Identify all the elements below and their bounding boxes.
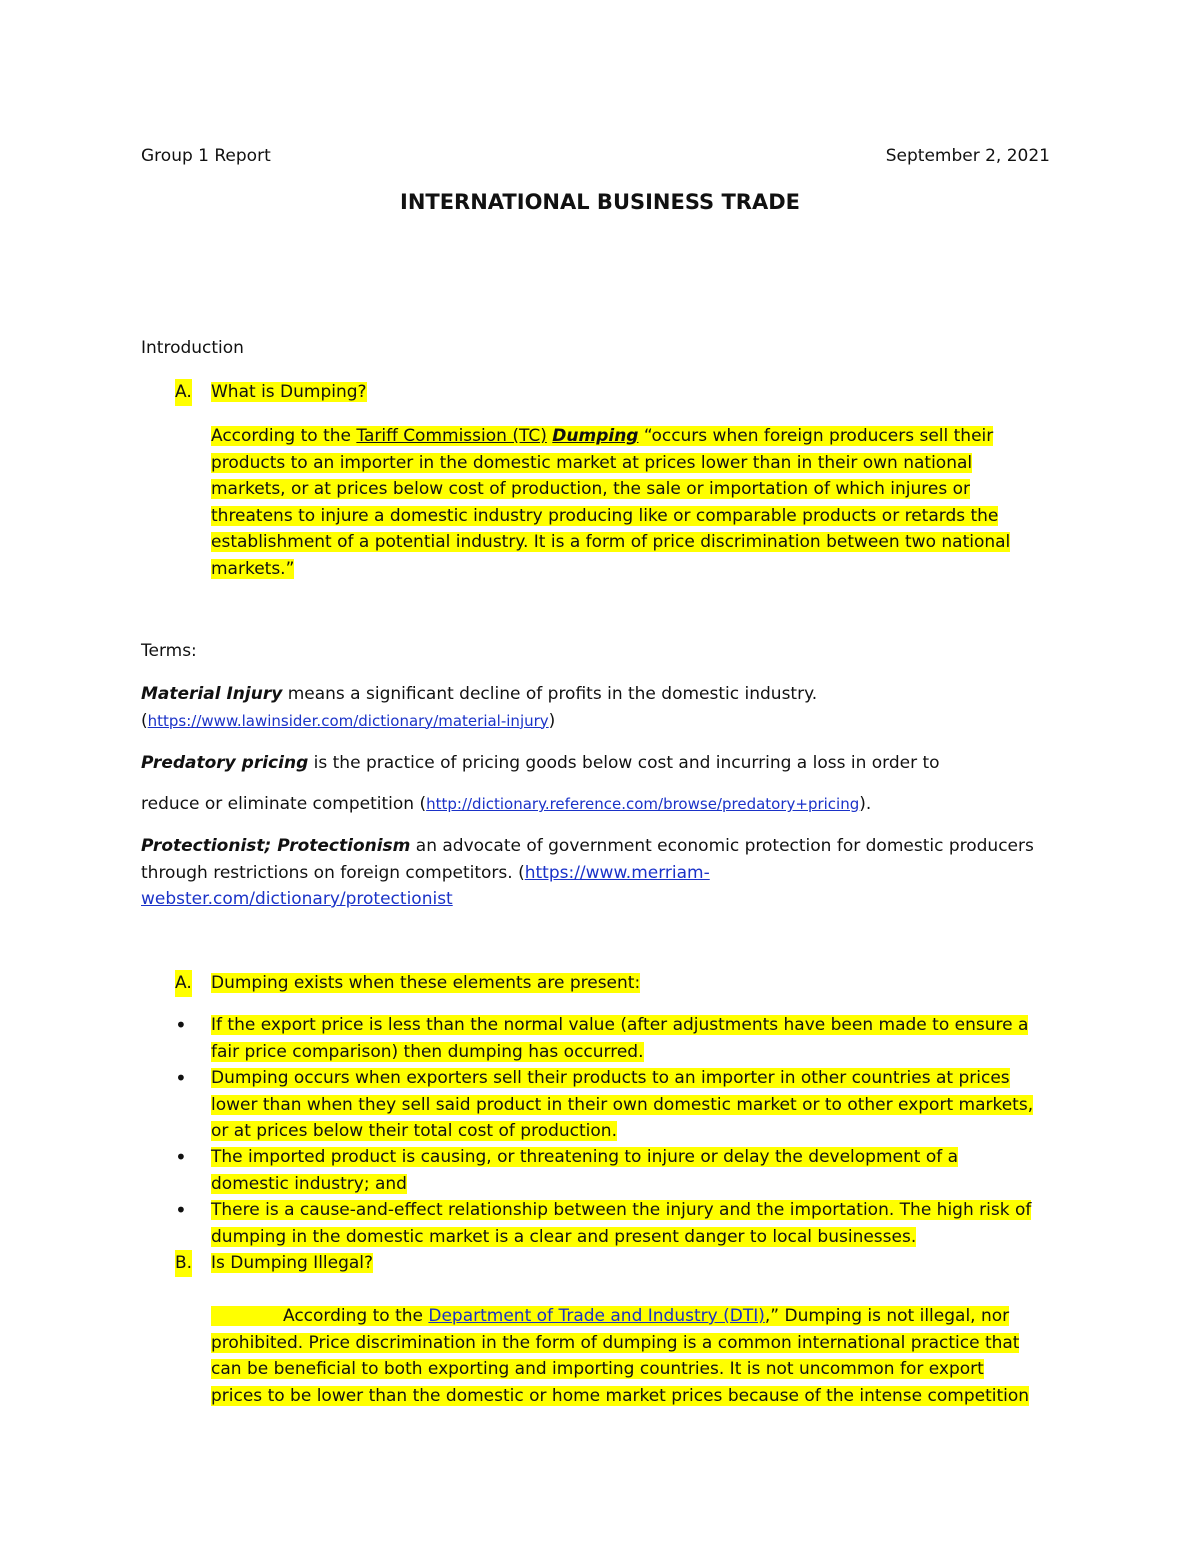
term-material-injury <box>141 681 817 734</box>
term-predatory-pricing-cont <box>141 791 871 818</box>
report-group-label: Group 1 Report <box>141 146 271 166</box>
merriam-webster-link[interactable]: https://www.merriam- <box>524 862 710 883</box>
protectionist-term: Protectionist; Protectionism <box>141 836 411 856</box>
bullet-icon: • <box>175 1013 187 1037</box>
list-item <box>211 1144 958 1197</box>
bullet-icon: • <box>175 1198 187 1222</box>
elements-marker: A. <box>175 970 192 997</box>
definition-line-3: markets, or at prices below cost of production, the sale or importation of which injures or <box>211 479 970 499</box>
section-b-label: Is Dumping Illegal? <box>211 1253 374 1273</box>
material-injury-term: Material Injury <box>141 684 283 704</box>
dumping-definition <box>211 423 1010 582</box>
dictionary-reference-link[interactable]: http://dictionary.reference.com/browse/predatory+pricing <box>426 795 860 813</box>
definition-line-6: markets.” <box>211 558 295 579</box>
list-item <box>211 1065 1033 1145</box>
paren-open: ( <box>141 710 148 731</box>
definition-line-4: threatens to injure a domestic industry producing like or comparable products or retards the <box>211 505 999 526</box>
list-item-line: If the export price is less than the normal value (after adjustments have been made to ensure a <box>211 1015 1029 1035</box>
list-item-line: or at prices below their total cost of production. <box>211 1121 617 1141</box>
definition-line-2: products to an importer in the domestic market at prices lower than in their own national <box>211 452 973 473</box>
merriam-webster-link-cont[interactable]: webster.com/dictionary/protectionist <box>141 889 453 909</box>
section-a-heading <box>211 379 367 406</box>
tariff-commission-link[interactable]: Tariff Commission (TC) <box>356 426 547 446</box>
bullet-icon: • <box>175 1066 187 1090</box>
predatory-line-2: reduce or eliminate competition ( <box>141 794 427 814</box>
elements-label: Dumping exists when these elements are present: <box>211 973 641 993</box>
dti-pre: According to the <box>283 1306 429 1326</box>
section-b-heading <box>211 1250 373 1277</box>
lawinsider-link[interactable]: https://www.lawinsider.com/dictionary/material-injury <box>147 711 549 730</box>
terms-heading: Terms: <box>141 641 197 661</box>
list-item <box>211 1012 1028 1065</box>
section-a-label: What is Dumping? <box>211 382 367 402</box>
dti-paragraph <box>211 1303 1029 1409</box>
list-item-line: fair price comparison) then dumping has occurred. <box>211 1041 644 1062</box>
definition-line-1: “occurs when foreign producers sell their <box>638 426 994 446</box>
bullet-icon: • <box>175 1145 187 1169</box>
predatory-line-2-end: ). <box>859 794 872 814</box>
list-item <box>211 1197 1031 1250</box>
paren-close: ) <box>548 710 556 731</box>
protectionist-line-2: through restrictions on foreign competitors. ( <box>141 862 525 883</box>
list-item-line: Dumping occurs when exporters sell their products to an importer in other countries at prices <box>211 1068 1010 1088</box>
definition-pre: According to the <box>211 426 357 446</box>
dti-line-1: ,” Dumping is not illegal, nor <box>764 1306 1010 1326</box>
term-predatory-pricing <box>141 750 940 777</box>
elements-heading <box>211 970 640 997</box>
report-date: September 2, 2021 <box>885 146 1050 166</box>
list-item-line: There is a cause-and-effect relationship between the injury and the importation. The high risk of <box>211 1200 1032 1220</box>
predatory-pricing-term: Predatory pricing <box>141 753 309 773</box>
dti-line-2: prohibited. Price discrimination in the form of dumping is a common international practice that <box>211 1332 1020 1353</box>
dumping-term: Dumping <box>552 426 639 446</box>
section-b-marker: B. <box>175 1250 192 1277</box>
list-item-line: dumping in the domestic market is a clear and present danger to local businesses. <box>211 1226 917 1247</box>
intro-heading: Introduction <box>141 338 244 358</box>
protectionist-text: an advocate of government economic protection for domestic producers <box>410 836 1034 856</box>
dti-line-4: prices to be lower than the domestic or home market prices because of the intense competition <box>211 1385 1030 1406</box>
dti-link[interactable]: Department of Trade and Industry (DTI) <box>428 1306 765 1326</box>
section-a-marker: A. <box>175 379 192 406</box>
material-injury-text: means a significant decline of profits in the domestic industry. <box>282 684 818 704</box>
page-title: INTERNATIONAL BUSINESS TRADE <box>400 190 800 214</box>
list-item-line: The imported product is causing, or threatening to injure or delay the development of a <box>211 1147 959 1167</box>
list-item-line: domestic industry; and <box>211 1173 407 1194</box>
list-item-line: lower than when they sell said product in their own domestic market or to other export markets, <box>211 1094 1034 1115</box>
dti-line-3: can be beneficial to both exporting and importing countries. It is not uncommon for export <box>211 1359 984 1379</box>
definition-line-5: establishment of a potential industry. It is a form of price discrimination between two national <box>211 532 1011 552</box>
term-protectionist <box>141 833 1034 913</box>
predatory-pricing-text: is the practice of pricing goods below cost and incurring a loss in order to <box>308 753 940 773</box>
